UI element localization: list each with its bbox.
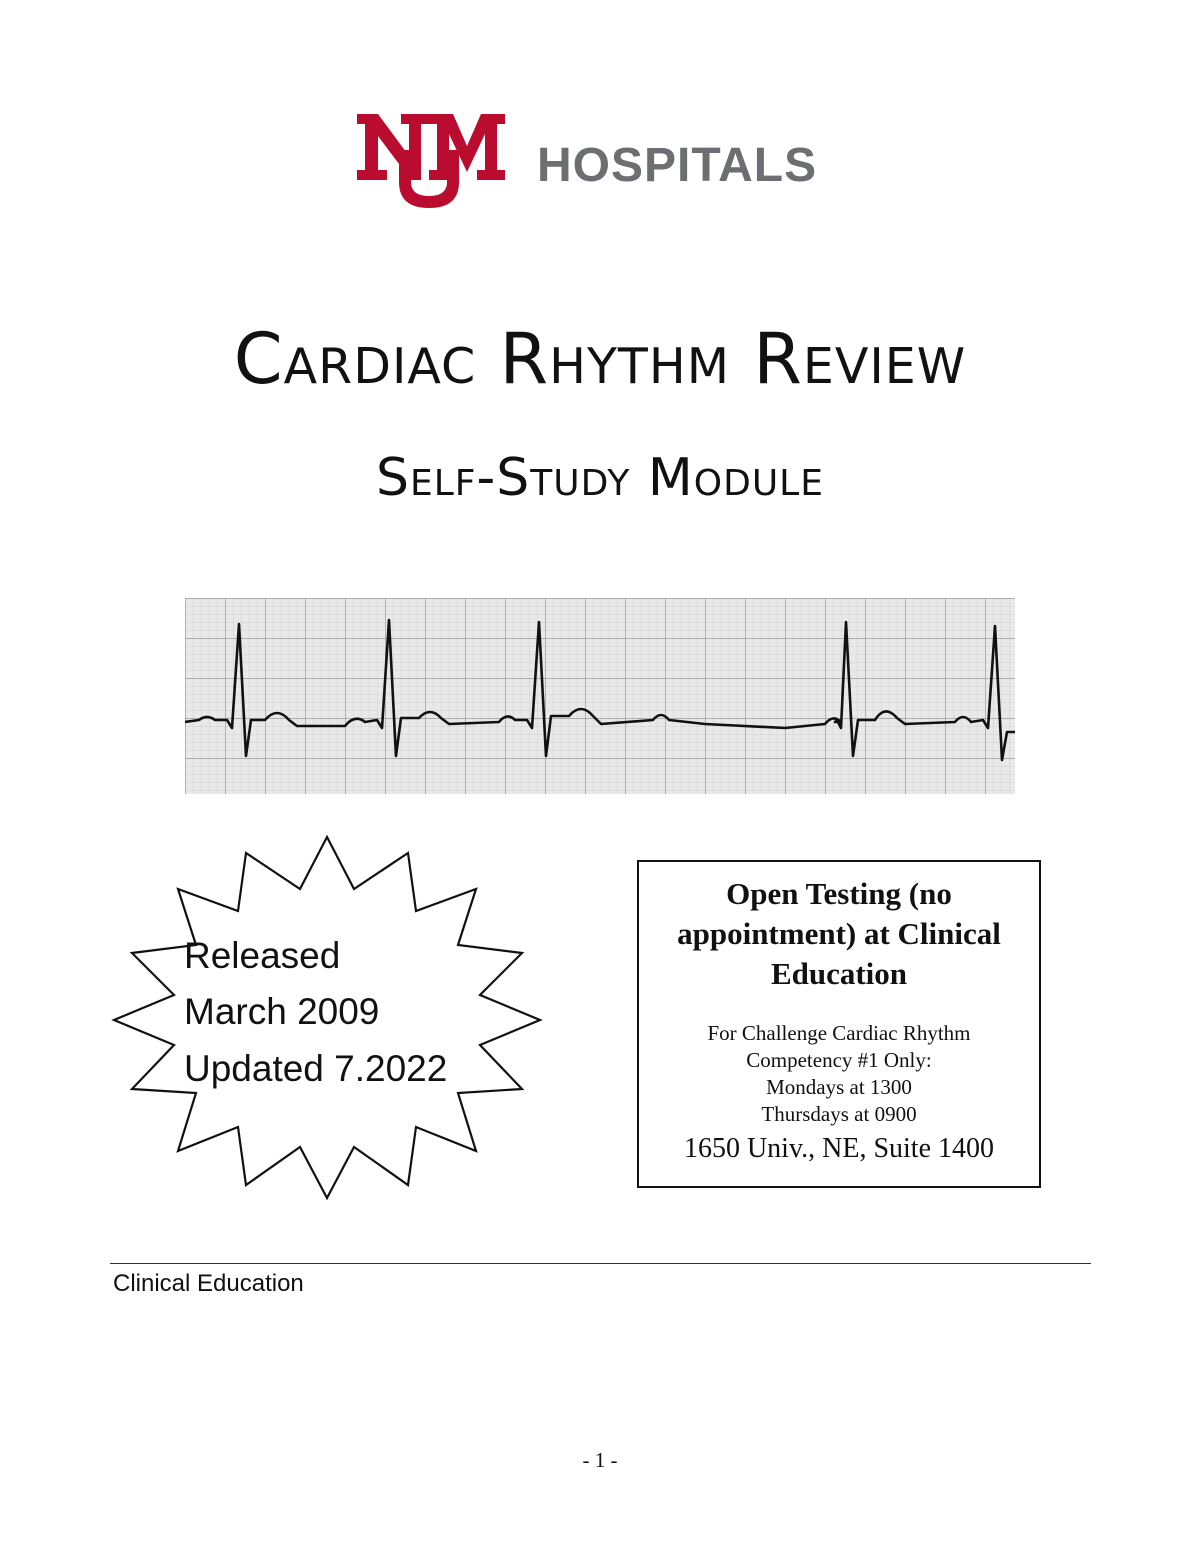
schedule-line: Mondays at 1300 (766, 1075, 912, 1099)
footer-divider (110, 1263, 1091, 1264)
schedule-line: Competency #1 Only: (746, 1048, 932, 1072)
logo-brand-text: HOSPITALS (537, 139, 818, 192)
testing-address: 1650 Univ., NE, Suite 1400 (683, 1133, 995, 1164)
released-label: Released (184, 935, 341, 976)
update-date: Updated 7.2022 (184, 1048, 448, 1089)
footer-department: Clinical Education (113, 1270, 304, 1297)
document-subtitle-text: Self-Study Module (376, 448, 824, 508)
document-title-text: Cardiac Rhythm Review (233, 318, 967, 400)
document-title (0, 318, 1200, 400)
page-number: - 1 - (582, 1448, 618, 1472)
release-date: March 2009 (184, 991, 380, 1032)
testing-schedule (639, 1020, 1039, 1128)
unm-logo-mark-icon (355, 110, 505, 215)
ecg-strip-image (185, 598, 1015, 794)
open-testing-box (637, 860, 1041, 1188)
schedule-line: For Challenge Cardiac Rhythm (707, 1021, 971, 1045)
document-subtitle (0, 448, 1200, 508)
schedule-line: Thursdays at 0900 (761, 1102, 917, 1126)
unm-hospitals-logo (355, 110, 855, 215)
open-testing-heading: Open Testing (no appointment) at Clinical Education (677, 876, 1001, 991)
